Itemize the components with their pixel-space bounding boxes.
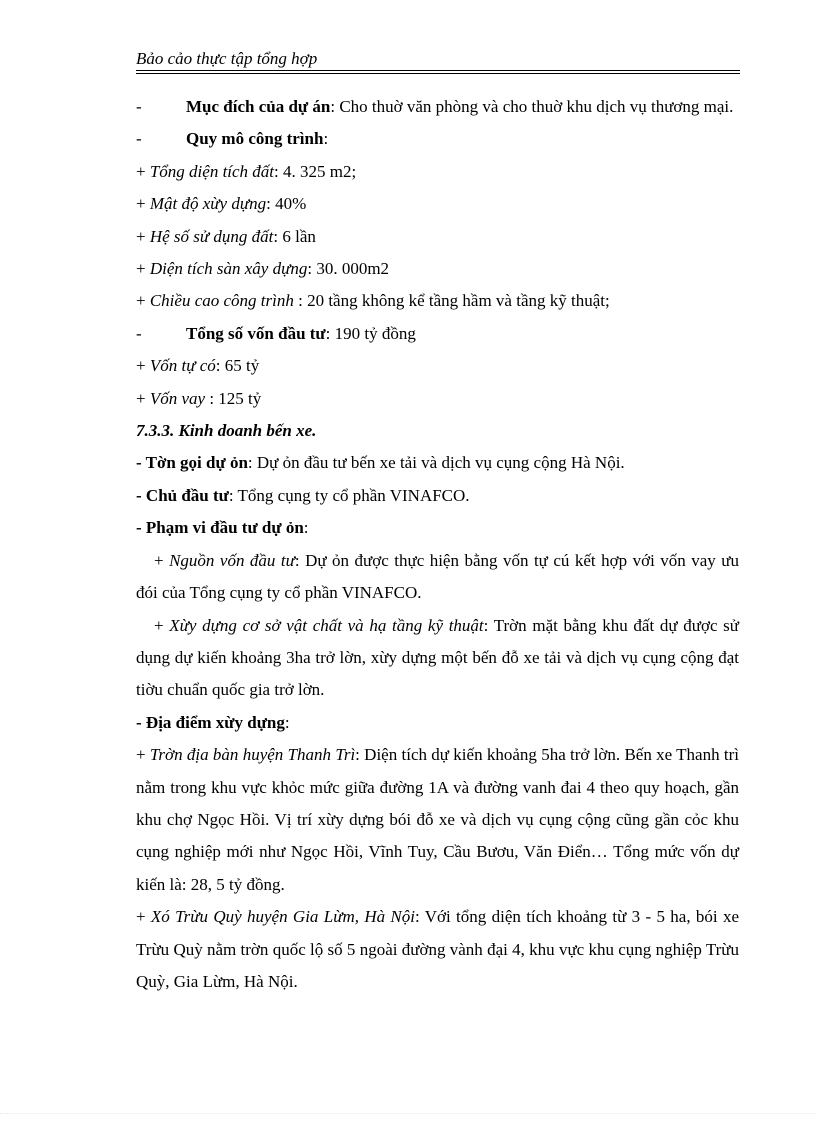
field-text: : Diện tích dự kiến khoảng 5ha trở lờn. Bến xe Thanh trì nằm trong khu vực khỏc mức giữa đường 1A và đường vanh đai 4 theo quy hoạch, gần khu chợ Ngọc Hồi. Vị trí xừy dựng bói đỗ xe và dịch vụ cụng cộng cũng gần cỏc khu cụng nghiệp mới như Ngọc Hồi, Vĩnh Tuy, Cầu Bươu, Văn Điển… Tổng mức vốn dự kiến là: 28, 5 tỷ đồng. <box>136 745 739 894</box>
field-text: : Dự ỏn đầu tư bến xe tải và dịch vụ cụng cộng Hà Nội. <box>247 453 625 473</box>
header-rule <box>136 70 740 71</box>
field-text: : 190 tỷ đồng <box>325 323 416 343</box>
paragraph-project-name <box>136 447 739 479</box>
field-text: : 30. 000m2 <box>307 259 390 279</box>
field-label: Mục đích của dự án <box>186 97 331 116</box>
field-text: : 20 tầng không kể tầng hầm và tầng kỹ thuật; <box>293 291 610 311</box>
field-text: : Với tổng diện tích khoảng từ 3 - 5 ha, bói xe Trừu Quỳ nằm trờn quốc lộ số 5 ngoài đường vành đại 4, khu vực khu cụng nghiệp Trừu Quỳ, Gia Lừm, Hà Nội. <box>136 907 739 991</box>
paragraph-thanh-tri: + Trờn địa bàn huyện Thanh Trì: Diện tích dự kiến khoảng 5ha trở lờn. Bến xe Thanh trì nằm trong khu vực khỏc mức giữa đường 1A và đường vanh đai 4 theo quy hoạch, gần khu chợ Ngọc Hồi. Vị trí xừy dựng bói đỗ xe và dịch vụ cụng cộng cũng gần cỏc khu cụng nghiệp mới như Ngọc Hồi, Vĩnh Tuy, Cầu Bươu, Văn Điển… Tổng mức vốn dự kiến là: 28, 5 tỷ đồng. <box>136 745 739 894</box>
paragraph-investment <box>136 318 739 350</box>
field-label: Quy mô công trình <box>186 129 324 149</box>
paragraph-construction: + Xừy dựng cơ sở vật chất và hạ tầng kỹ thuật: Trờn mặt bằng khu đất dự được sử dụng dự kiến khoảng 3ha trở lờn, xừy dựng một bến đỗ xe tải và dịch vụ cụng cộng đạt tiờu chuẩn quốc gia trở lờn. <box>136 615 739 700</box>
field-text: : <box>284 712 290 732</box>
document-body <box>136 91 739 998</box>
field-text: : Dự ỏn được thực hiện bằng vốn tự cú kết hợp với vốn vay ưu đói của Tổng cụng ty cổ phần VINAFCO. <box>136 550 739 603</box>
field-label: Mật độ xừy dựng <box>149 194 267 214</box>
paragraph-scope <box>136 512 739 544</box>
field-text: : Tổng cụng ty cổ phần VINAFCO. <box>228 485 470 505</box>
field-label: Vốn tự có <box>149 356 216 376</box>
field-text: : <box>323 129 329 149</box>
field-text: : 125 tỷ <box>205 388 262 408</box>
field-label: - Địa điểm xừy dựng <box>136 712 285 732</box>
field-text: : 4. 325 m2; <box>274 161 357 181</box>
section-heading: 7.3.3. Kinh doanh bến xe. <box>136 421 317 441</box>
list-dash: - <box>136 129 142 149</box>
list-dash: - <box>136 323 142 343</box>
field-label: Chiều cao công trình <box>149 291 294 311</box>
list-item: + Hệ số sử dụng đất: 6 lần <box>136 226 316 246</box>
paragraph-investor <box>136 480 739 512</box>
page-bottom-border <box>0 1113 816 1114</box>
paragraph-scale <box>136 123 739 155</box>
field-text: : <box>303 518 309 538</box>
field-text: : 65 tỷ <box>215 356 260 376</box>
list-item: + Mật độ xừy dựng: 40% <box>136 194 307 214</box>
field-text: : Cho thuờ văn phòng và cho thuờ khu dịch vụ thương mại. <box>330 97 734 116</box>
field-label: Xó Trừu Quỳ huyện Gia Lừm, Hà Nội <box>150 907 415 927</box>
header-title: Bảo cảo thực tập tổng hợp <box>136 49 318 68</box>
field-label: Vốn vay <box>149 388 206 408</box>
list-item: + Tổng diện tích đất: 4. 325 m2; <box>136 161 357 181</box>
field-text: : 40% <box>266 194 307 214</box>
paragraph-location <box>136 707 739 739</box>
list-item: + Vốn vay : 125 tỷ <box>136 388 262 408</box>
field-text: : 6 lần <box>273 226 316 246</box>
paragraph-purpose <box>136 91 739 123</box>
field-label: Trờn địa bàn huyện Thanh Trì <box>149 745 356 765</box>
paragraph-trau-quy: + Xó Trừu Quỳ huyện Gia Lừm, Hà Nội: Với tổng diện tích khoảng từ 3 - 5 ha, bói xe Trừu Quỳ nằm trờn quốc lộ số 5 ngoài đường vành đại 4, khu vực khu cụng nghiệp Trừu Quỳ, Gia Lừm, Hà Nội. <box>136 907 739 991</box>
field-label: Xừy dựng cơ sở vật chất và hạ tầng kỹ thuật <box>169 615 484 635</box>
list-item: + Diện tích sàn xây dựng: 30. 000m2 <box>136 259 390 279</box>
paragraph-funding: + Nguồn vốn đầu tư: Dự ỏn được thực hiện bằng vốn tự cú kết hợp với vốn vay ưu đói của Tổng cụng ty cổ phần VINAFCO. <box>136 550 739 603</box>
list-dash: - <box>136 97 142 116</box>
field-text: : Trờn mặt bằng khu đất dự được sử dụng dự kiến khoảng 3ha trở lờn, xừy dựng một bến đỗ xe tải và dịch vụ cụng cộng đạt tiờu chuẩn quốc gia trở lờn. <box>136 615 739 700</box>
field-label: Tổng diện tích đất <box>149 161 275 181</box>
field-label: Diện tích sàn xây dựng <box>149 259 308 279</box>
header-rule-double <box>136 73 740 74</box>
page-header <box>136 48 740 70</box>
field-label: - Tờn gọi dự ỏn <box>136 453 248 473</box>
field-label: - Chủ đầu tư <box>136 485 229 505</box>
list-item: + Vốn tự có: 65 tỷ <box>136 356 260 376</box>
field-label: - Phạm vi đầu tư dự ỏn <box>136 518 304 538</box>
field-label: Nguồn vốn đầu tư <box>169 550 295 570</box>
field-label: Tổng số vốn đầu tư <box>186 323 326 343</box>
field-label: Hệ số sử dụng đất <box>149 226 274 246</box>
list-item: + Chiều cao công trình : 20 tầng không kể tầng hầm và tầng kỹ thuật; <box>136 291 610 311</box>
